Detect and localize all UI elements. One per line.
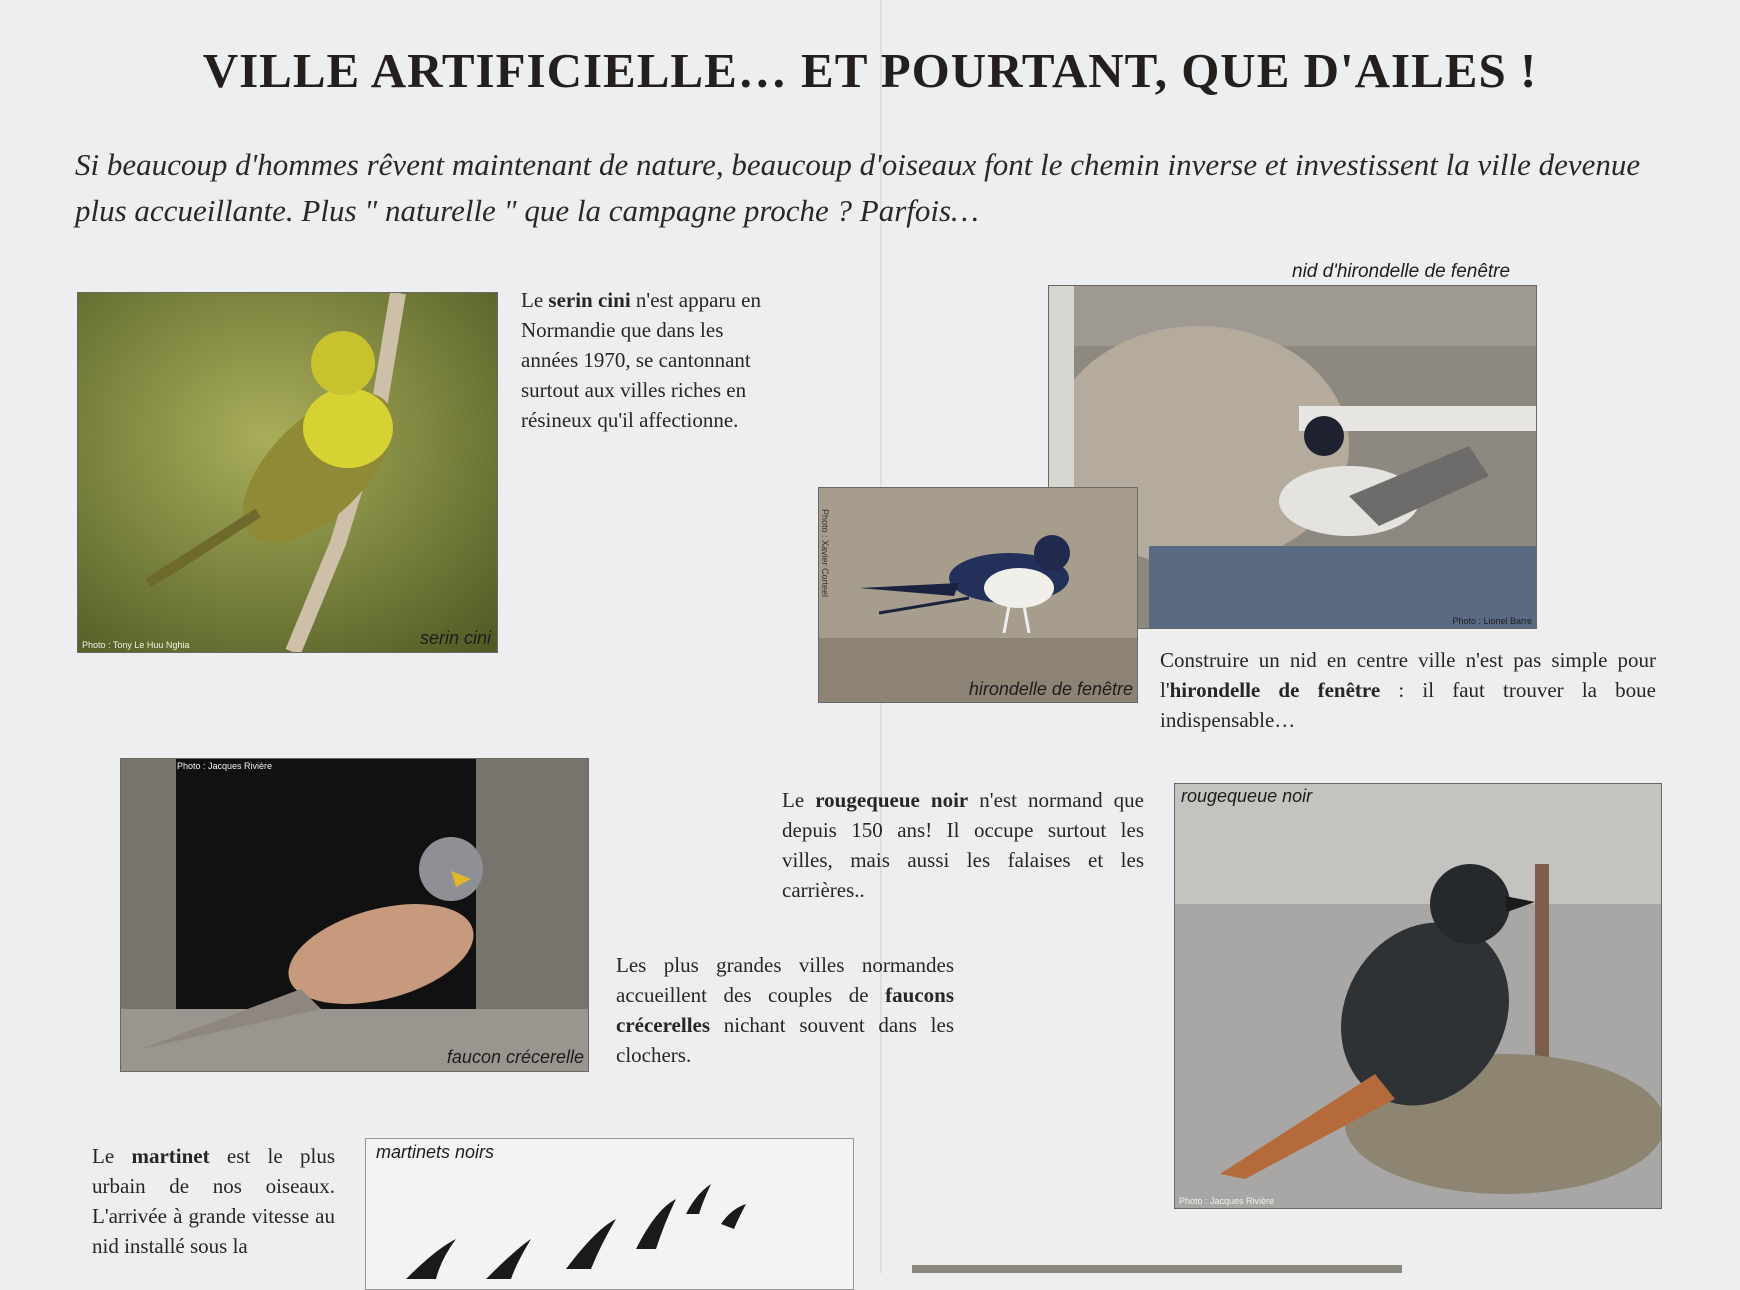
hirondelle-bird-image [819, 488, 1137, 702]
faucon-image [121, 759, 588, 1071]
hirondelle-credit: Photo : Xavier Corteel [820, 508, 831, 598]
faucon-photo [120, 758, 589, 1072]
faucon-credit: Photo : Jacques Rivière [177, 761, 273, 771]
rougequeue-credit: Photo : Jacques Rivière [1179, 1196, 1275, 1206]
serin-credit: Photo : Tony Le Huu Nghia [82, 640, 190, 650]
bottom-photo-edge [912, 1265, 1402, 1273]
hirondelle-photo [818, 487, 1138, 703]
serin-bird-image [78, 293, 497, 652]
martinets-photo [365, 1138, 854, 1290]
nest-caption: nid d'hirondelle de fenêtre [1292, 261, 1511, 282]
rougequeue-photo [1174, 783, 1662, 1209]
martinets-caption: martinets noirs [376, 1142, 495, 1162]
serin-paragraph: Le serin cini n'est apparu en Normandie que dans les années 1970, se cantonnant surtout aux villes riches en résineux qu'il affectionne. [521, 288, 761, 432]
rougequeue-paragraph: Le rougequeue noir n'est normand que depuis 150 ans! Il occupe surtout les villes, mais aussi les falaises et les carrières.. [782, 788, 1144, 902]
serin-caption: serin cini [419, 628, 491, 648]
rougequeue-image [1175, 784, 1661, 1208]
faucon-caption: faucon crécerelle [446, 1047, 584, 1067]
nest-credit: Photo : Lionel Barre [1452, 616, 1532, 626]
intro-text: Si beaucoup d'hommes rêvent maintenant de nature, beaucoup d'oiseaux font le chemin inverse et investissent la ville devenue plus accueillante. Plus " naturelle " que la campagne proche ? Parfois… [75, 147, 1641, 228]
faucon-paragraph: Les plus grandes villes normandes accueillent des couples de faucons crécerelles nichant souvent dans les clochers. [616, 953, 954, 1067]
serin-cini-photo [77, 292, 498, 653]
martinets-silhouettes [366, 1139, 853, 1289]
martinet-paragraph: Le martinet est le plus urbain de nos oiseaux. L'arrivée à grande vitesse au nid installé sous la [92, 1144, 335, 1258]
page-title: VILLE ARTIFICIELLE… ET POURTANT, QUE D'AILES ! [202, 43, 1538, 98]
hirondelle-caption: hirondelle de fenêtre [968, 679, 1133, 699]
hirondelle-paragraph: Construire un nid en centre ville n'est pas simple pour l'hirondelle de fenêtre : il faut trouver la boue indispensable… [1160, 648, 1656, 732]
rougequeue-caption: rougequeue noir [1181, 786, 1313, 806]
